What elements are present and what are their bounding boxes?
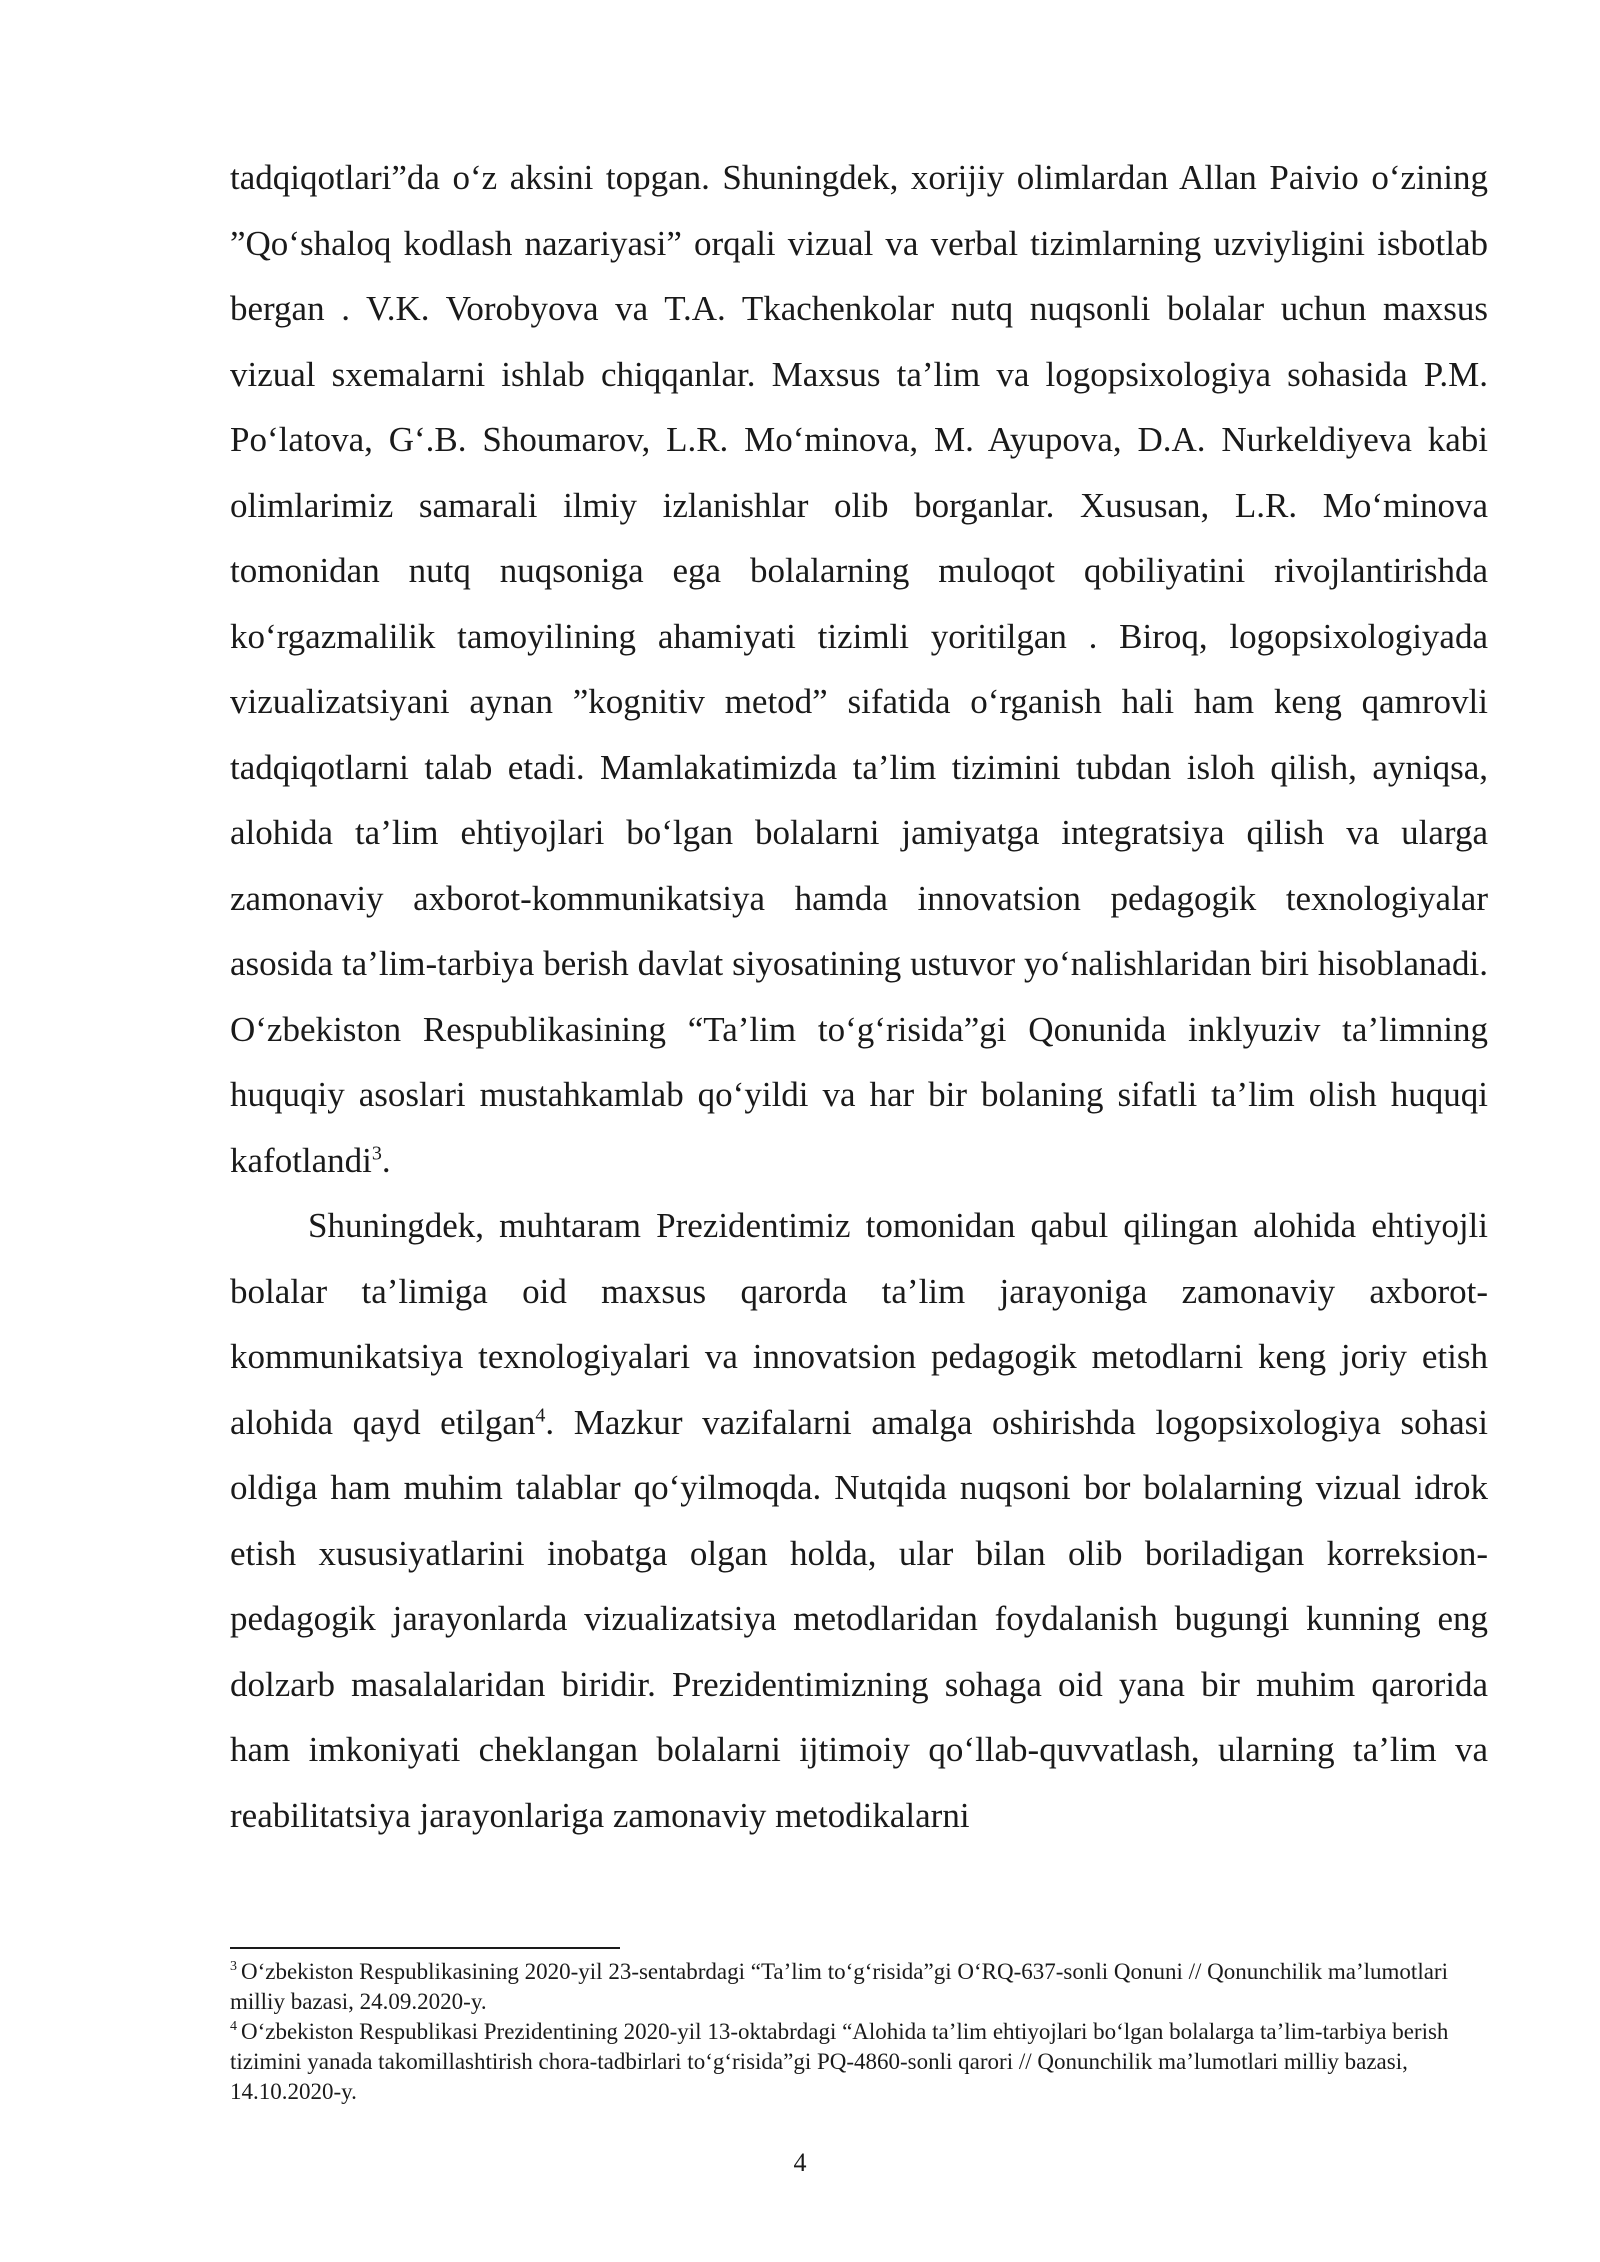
- paragraph-2-text: Shuningdek, muhtaram Prezidentimiz tomonidan qabul qilingan alohida ehtiyojli bolalar ta’limiga oid maxsus qarorda ta’lim jarayoniga zamonaviy axborot-kommunikatsiya texnologiyalari va innovatsion pedagogik metodlarni keng joriy etish alohida qayd etilgan: [230, 1206, 1488, 1442]
- footnote-3: [230, 1957, 1488, 2017]
- footnote-ref-4: 4: [535, 1403, 546, 1426]
- body-text: [230, 145, 1488, 1848]
- footnote-3-text: O‘zbekiston Respublikasining 2020-yil 23-sentabrdagi “Ta’lim to‘g‘risida”gi O‘RQ-637-sonli Qonuni // Qonunchilik ma’lumotlari milliy bazasi, 24.09.2020-y.: [230, 1959, 1448, 2014]
- paragraph-1: [230, 145, 1488, 1193]
- paragraph-1-tail: .: [381, 1140, 391, 1180]
- footnote-4-text: O‘zbekiston Respublikasi Prezidentining 2020-yil 13-oktabrdagi “Alohida ta’lim ehtiyojlari bo‘lgan bolalarga ta’lim-tarbiya berish tizimini yanada takomillashtirish chora-tadbirlari to‘g‘risida”gi PQ-4860-sonli qarori // Qonunchilik ma’lumotlari milliy bazasi, 14.10.2020-y.: [230, 2019, 1449, 2104]
- footnote-3-number: 3: [230, 1959, 237, 1975]
- page-number: 4: [793, 2148, 807, 2177]
- footnote-divider: [230, 1947, 620, 1949]
- footnote-4: [230, 2017, 1488, 2107]
- paragraph-1-text: tadqiqotlari”da o‘z aksini topgan. Shuningdek, xorijiy olimlardan Allan Paivio o‘zining ”Qo‘shaloq kodlash nazariyasi” orqali vizual va verbal tizimlarning uzviyligini isbotlab bergan . V.K. Vorobyova va T.A. Tkachenkolar nutq nuqsonli bolalar uchun maxsus vizual sxemalarni ishlab chiqqanlar. Maxsus ta’lim va logopsixologiya sohasida P.M. Po‘latova, G‘.B. Shoumarov, L.R. Mo‘minova, M. Ayupova, D.A. Nurkeldiyeva kabi olimlarimiz samarali ilmiy izlanishlar olib borganlar. Xususan, L.R. Mo‘minova tomonidan nutq nuqsoniga ega bolalarning muloqot qobiliyatini rivojlantirishda ko‘rgazmalilik tamoyilining ahamiyati tizimli yoritilgan . Biroq, logopsixologiyada vizualizatsiyani aynan ”kognitiv metod” sifatida o‘rganish hali ham keng qamrovli tadqiqotlarni talab etadi. Mamlakatimizda ta’lim tizimini tubdan isloh qilish, ayniqsa, alohida ta’lim ehtiyojlari bo‘lgan bolalarni jamiyatga integratsiya qilish va ularga zamonaviy axborot-kommunikatsiya hamda innovatsion pedagogik texnologiyalar asosida ta’lim-tarbiya berish davlat siyosatining ustuvor yo‘nalishlaridan biri hisoblanadi. O‘zbekiston Respublikasining “Ta’lim to‘g‘risida”gi Qonunida inklyuziv ta’limning huquqiy asoslari mustahkamlab qo‘yildi va har bir bolaning sifatli ta’lim olish huquqi kafotlandi: [230, 158, 1488, 1180]
- footnote-ref-3: 3: [371, 1141, 382, 1164]
- paragraph-2-tail: . Mazkur vazifalarni amalga oshirishda logopsixologiya sohasi oldiga ham muhim talablar qo‘yilmoqda. Nutqida nuqsoni bor bolalarning vizual idrok etish xususiyatlarini inobatga olgan holda, ular bilan olib boriladigan korreksion-pedagogik jarayonlarda vizualizatsiya metodlaridan foydalanish bugungi kunning eng dolzarb masalalaridan biridir. Prezidentimizning sohaga oid yana bir muhim qarorida ham imkoniyati cheklangan bolalarni ijtimoiy qo‘llab-quvvatlash, ularning ta’lim va reabilitatsiya jarayonlariga zamonaviy metodikalarni: [230, 1402, 1488, 1835]
- footnote-4-number: 4: [230, 2019, 237, 2035]
- footnotes: [230, 1957, 1488, 2107]
- paragraph-2: [230, 1193, 1488, 1848]
